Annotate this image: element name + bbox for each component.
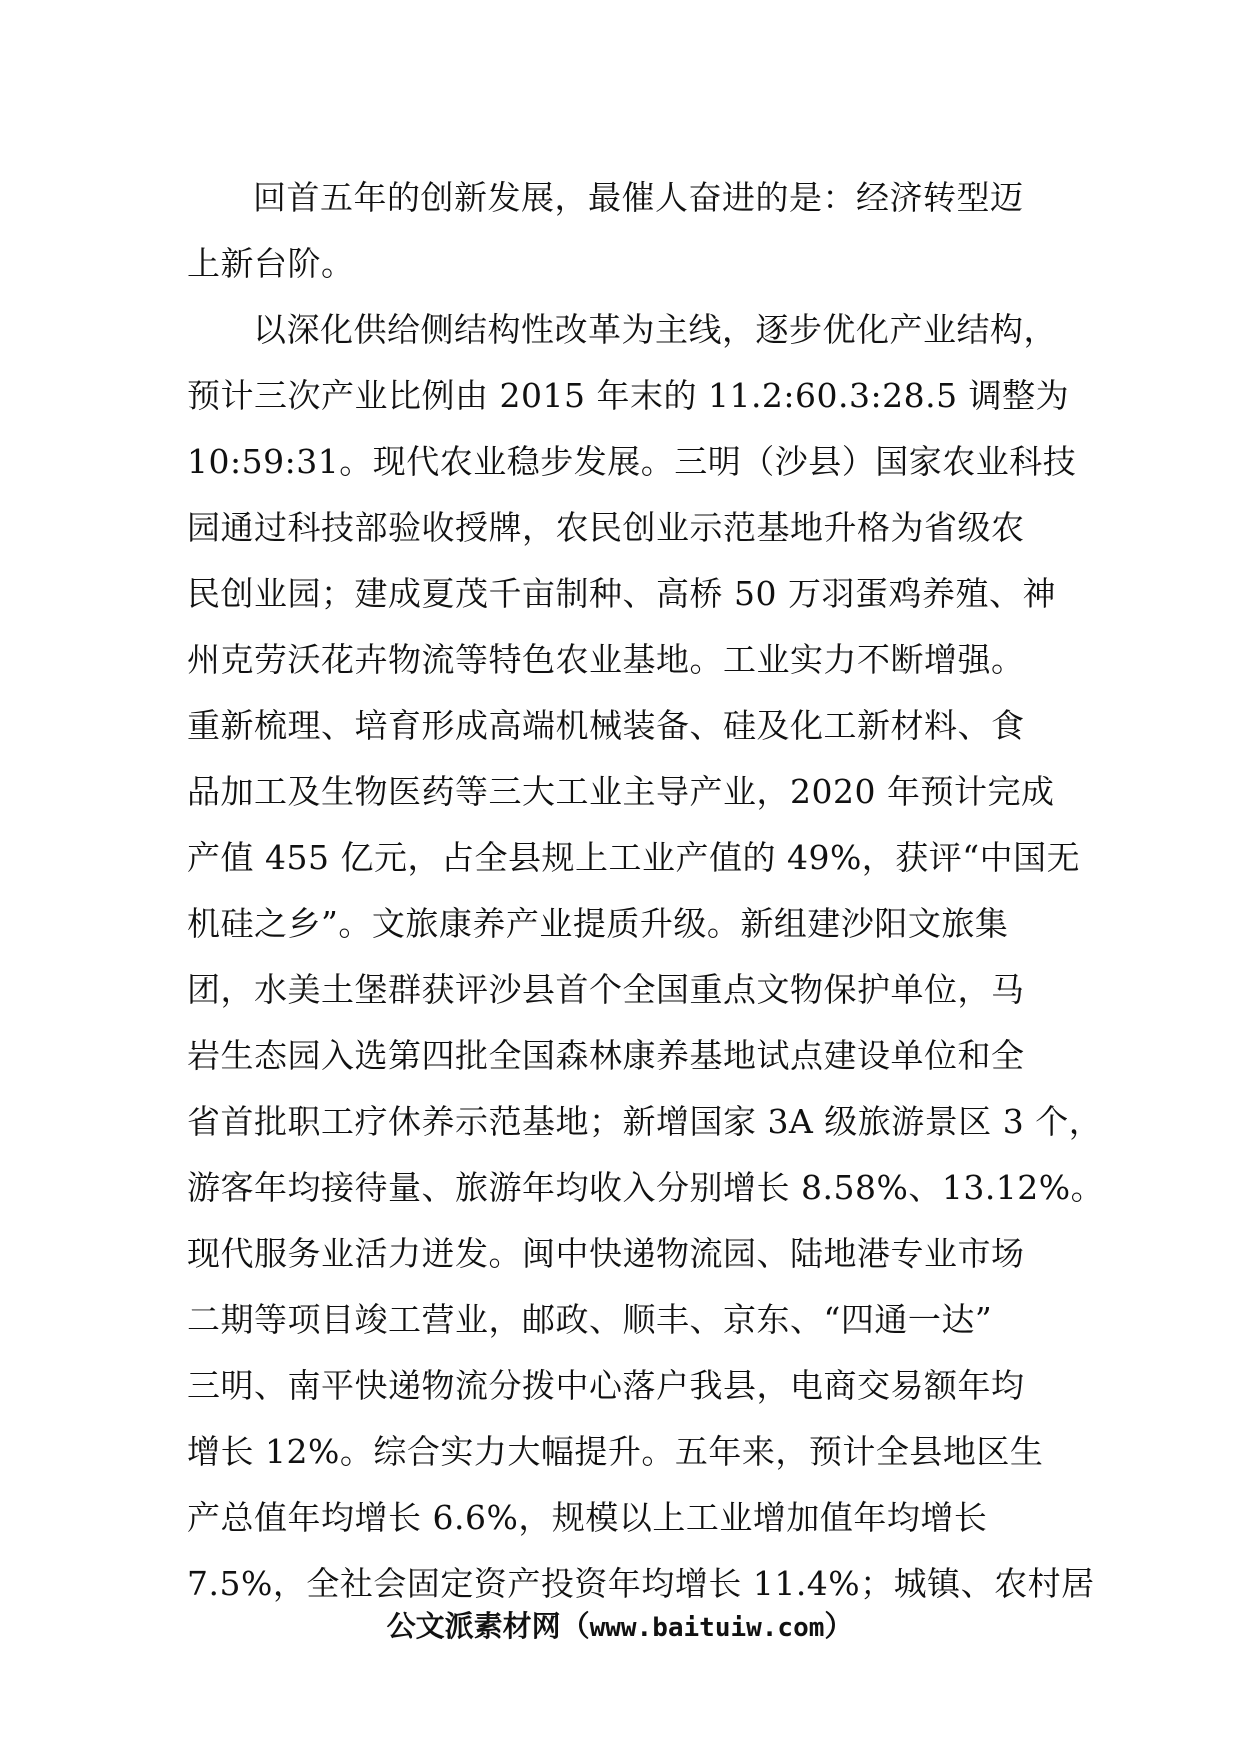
text-line: 产值 455 亿元，占全县规上工业产值的 49%，获评“中国无 [187, 838, 1081, 877]
text-line: 7.5%，全社会固定资产投资年均增长 11.4%；城镇、农村居 [187, 1564, 1095, 1603]
text-line: 预计三次产业比例由 2015 年末的 11.2:60.3:28.5 调整为 [187, 376, 1070, 415]
text-line: 省首批职工疗休养示范基地；新增国家 3A 级旅游景区 3 个， [187, 1102, 1103, 1141]
footer-url: www.baituiw.com [589, 1613, 825, 1643]
text-line: 游客年均接待量、旅游年均收入分别增长 8.58%、13.12%。 [187, 1168, 1105, 1207]
footer-watermark [0, 1604, 1240, 1645]
footer-site-name: 公文派素材网 [386, 1609, 561, 1643]
text-line: 现代服务业活力迸发。闽中快递物流园、陆地港专业市场 [187, 1234, 1025, 1273]
text-line: 以深化供给侧结构性改革为主线，逐步优化产业结构， [253, 310, 1057, 349]
text-line: 上新台阶。 [187, 244, 355, 283]
text-line: 岩生态园入选第四批全国森林康养基地试点建设单位和全 [187, 1036, 1025, 1075]
text-line: 重新梳理、培育形成高端机械装备、硅及化工新材料、食 [187, 706, 1025, 745]
footer-paren-open: （ [560, 1609, 590, 1643]
text-line: 10:59:31。现代农业稳步发展。三明（沙县）国家农业科技 [187, 442, 1077, 481]
footer-paren-close: ） [824, 1609, 854, 1643]
text-line: 三明、南平快递物流分拨中心落户我县，电商交易额年均 [187, 1366, 1025, 1405]
text-line: 增长 12%。综合实力大幅提升。五年来，预计全县地区生 [187, 1432, 1044, 1471]
text-line: 州克劳沃花卉物流等特色农业基地。工业实力不断增强。 [187, 640, 1025, 679]
text-line: 回首五年的创新发展，最催人奋进的是：经济转型迈 [253, 178, 1024, 217]
text-line: 团，水美土堡群获评沙县首个全国重点文物保护单位，马 [187, 970, 1025, 1009]
text-line: 品加工及生物医药等三大工业主导产业，2020 年预计完成 [187, 772, 1055, 811]
text-line: 园通过科技部验收授牌，农民创业示范基地升格为省级农 [187, 508, 1025, 547]
text-line: 产总值年均增长 6.6%，规模以上工业增加值年均增长 [187, 1498, 988, 1537]
text-line: 机硅之乡”。文旅康养产业提质升级。新组建沙阳文旅集 [187, 904, 1009, 943]
document-body [187, 165, 1105, 1617]
text-line: 二期等项目竣工营业，邮政、顺丰、京东、“四通一达” [187, 1300, 993, 1339]
text-line: 民创业园；建成夏茂千亩制种、高桥 50 万羽蛋鸡养殖、神 [187, 574, 1056, 613]
